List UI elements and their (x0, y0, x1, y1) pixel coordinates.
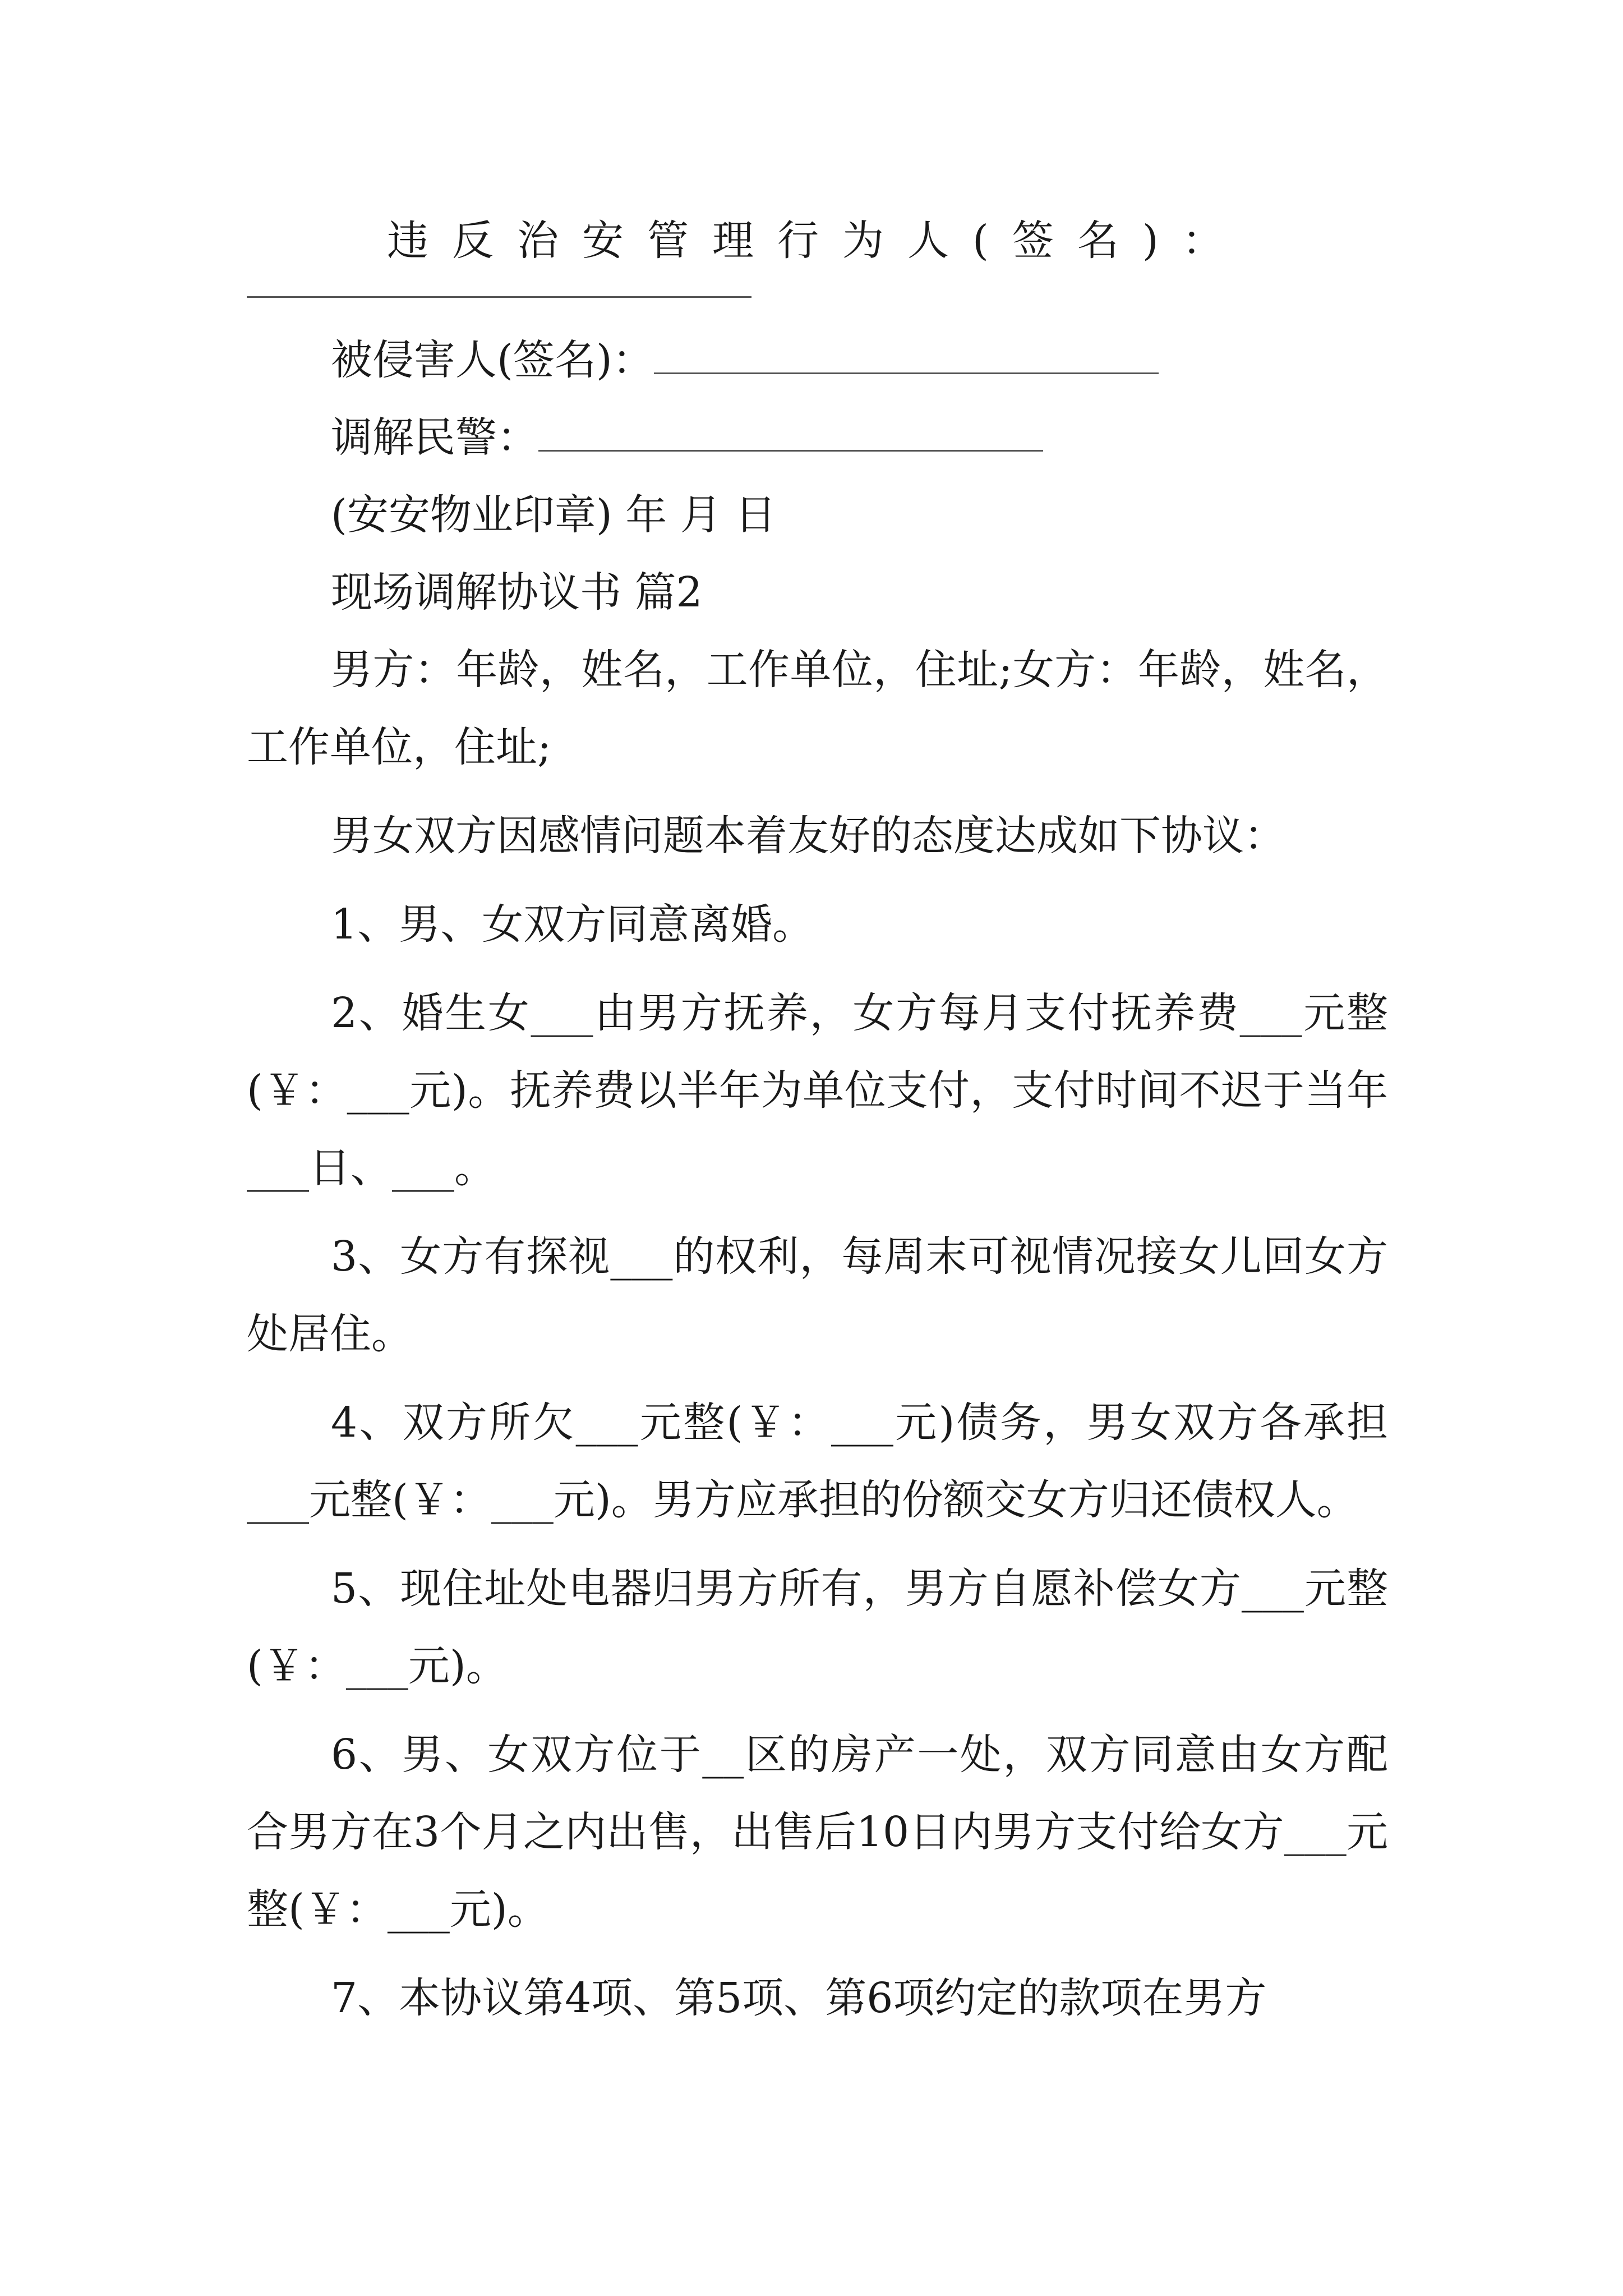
violator-signature-blank (247, 296, 751, 298)
victim-signature-blank (654, 339, 1159, 374)
mediator-signature-label: 调解民警： (331, 413, 538, 462)
mediator-signature-blank (538, 416, 1043, 452)
victim-signature-row (247, 321, 1388, 399)
mediator-signature-row (247, 399, 1388, 476)
agreement-item-4: 4、双方所欠___元整(￥：___元)债务，男女双方各承担___元整(￥：___元)。男方应承担的份额交女方归还债权人。 (247, 1398, 1388, 1524)
agreement-item-5: 5、现住址处电器归男方所有，男方自愿补偿女方___元整(￥：___元)。 (247, 1565, 1388, 1690)
agreement-item-7: 7、本协议第4项、第5项、第6项约定的款项在男方 (331, 1974, 1267, 2022)
agreement-item-3: 3、女方有探视___的权利，每周末可视情况接女儿回女方处居住。 (247, 1232, 1388, 1358)
victim-signature-label: 被侵害人(签名)： (331, 336, 654, 384)
agreement-item-2: 2、婚生女___由男方抚养，女方每月支付抚养费___元整(￥：___元)。抚养费以半年为单位支付，支付时间不迟于当年___日、___。 (247, 989, 1388, 1192)
seal-date-line: (安安物业印章) 年 月 日 (331, 491, 777, 539)
document-body (247, 202, 1388, 2048)
agreement-item-6: 6、男、女双方位于__区的房产一处，双方同意由女方配合男方在3个月之内出售，出售后10日内男方支付给女方___元整(￥：___元)。 (247, 1731, 1388, 1934)
intro-paragraph: 男女双方因感情问题本着友好的态度达成如下协议： (331, 812, 1285, 860)
section-title: 现场调解协议书 篇2 (331, 568, 703, 616)
agreement-item-1: 1、男、女双方同意离婚。 (331, 900, 814, 949)
violator-signature-label: 违反治安管理行为人(签名)： (387, 217, 1247, 265)
parties-paragraph: 男方：年龄，姓名，工作单位，住址;女方：年龄，姓名，工作单位，住址; (247, 646, 1388, 771)
